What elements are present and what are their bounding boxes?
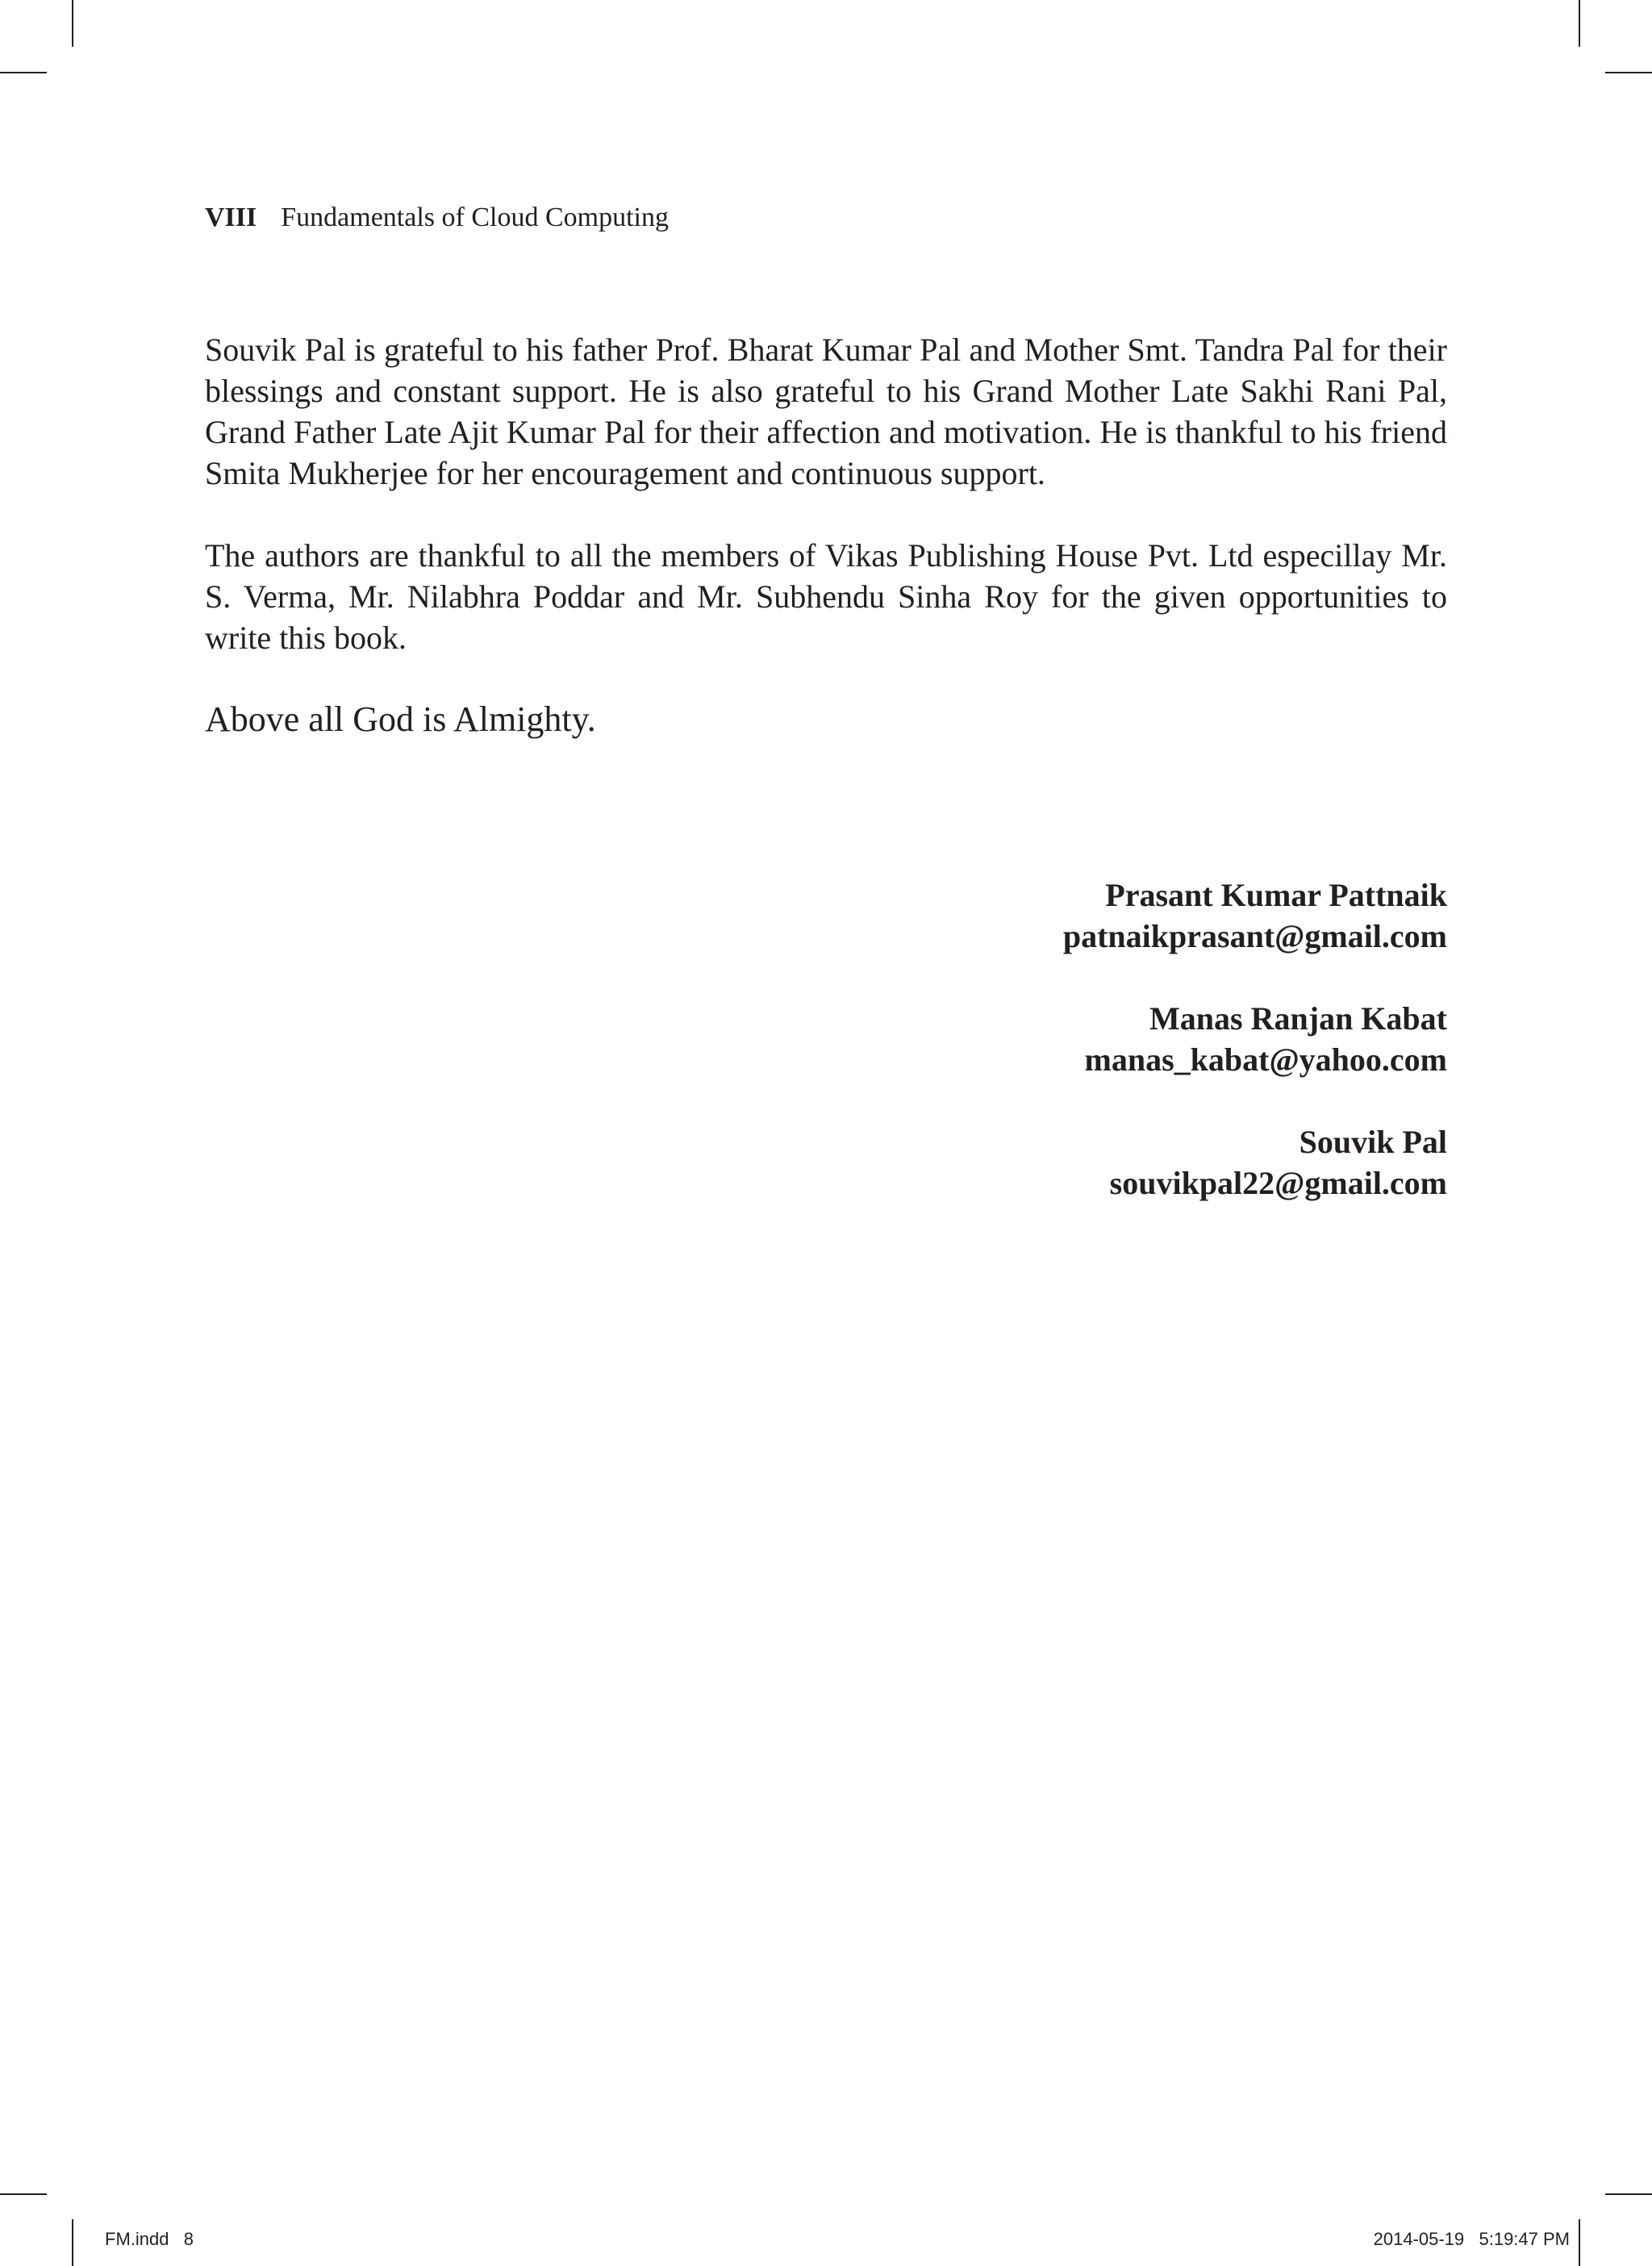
crop-mark-bottom-right-vertical xyxy=(1579,2219,1580,2266)
page-folio: VIII xyxy=(205,202,257,232)
closing-line: Above all God is Almighty. xyxy=(205,699,596,739)
acknowledgement-text xyxy=(205,329,1447,782)
crop-mark-top-right-horizontal xyxy=(1605,72,1652,73)
author-email: patnaikprasant@gmail.com xyxy=(1062,918,1447,954)
author-block xyxy=(1063,998,1447,1080)
crop-mark-top-left-horizontal xyxy=(0,72,47,73)
author-email: souvikpal22@gmail.com xyxy=(1109,1165,1447,1201)
slug-file-name: FM.indd 8 xyxy=(105,2229,194,2249)
crop-mark-bottom-left-vertical xyxy=(72,2219,73,2266)
author-signatures xyxy=(1063,874,1447,1245)
paragraph: Souvik Pal is grateful to his father Prof. Bharat Kumar Pal and Mother Smt. Tandra Pal for their blessings and constant support. He is also grateful to his Grand Mother Late Sakhi Rani Pal, Grand Father Late Ajit Kumar Pal for their affection and motivation. He is thankful to his friend Smita Mukherjee for her encouragement and continuous support. xyxy=(205,332,1447,491)
author-email: manas_kabat@yahoo.com xyxy=(1084,1041,1447,1078)
crop-mark-top-right-vertical xyxy=(1579,0,1580,47)
crop-mark-bottom-left-horizontal xyxy=(0,2193,47,2195)
paragraph: The authors are thankful to all the members of Vikas Publishing House Pvt. Ltd especillay Mr. S. Verma, Mr. Nilabhra Poddar and Mr. Subhendu Sinha Roy for the given opportunities to write this book. xyxy=(205,537,1447,656)
crop-mark-top-left-vertical xyxy=(72,0,73,47)
slug-timestamp: 2014-05-19 5:19:47 PM xyxy=(1373,2229,1570,2249)
author-block xyxy=(1063,1121,1447,1204)
author-name: Prasant Kumar Pattnaik xyxy=(1105,877,1447,913)
author-name: Manas Ranjan Kabat xyxy=(1149,1000,1447,1037)
author-block xyxy=(1063,874,1447,957)
book-title: Fundamentals of Cloud Computing xyxy=(281,202,669,232)
running-head xyxy=(205,198,669,237)
crop-mark-bottom-right-horizontal xyxy=(1605,2193,1652,2195)
author-name: Souvik Pal xyxy=(1299,1124,1447,1160)
